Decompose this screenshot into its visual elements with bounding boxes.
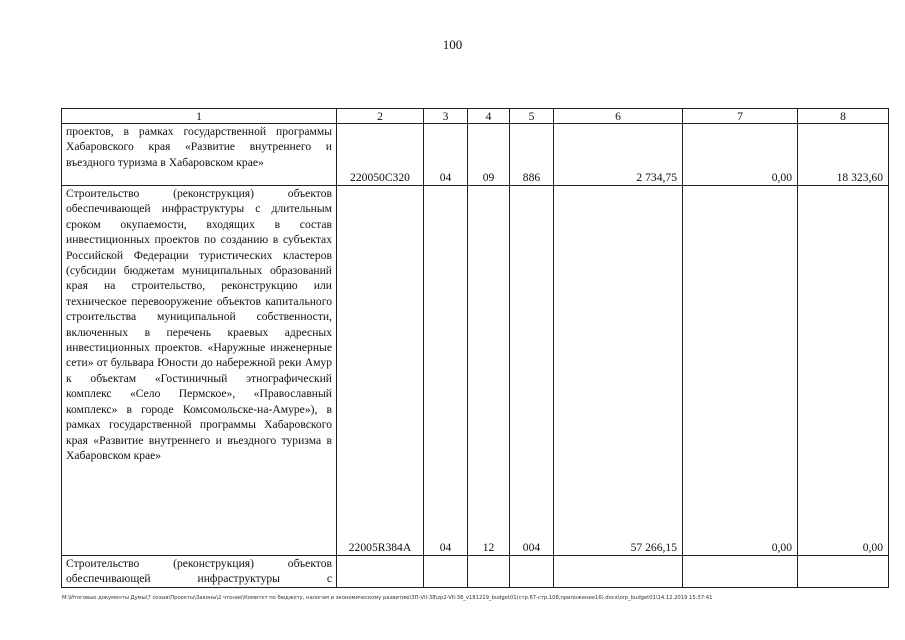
row-col4: 12	[468, 186, 510, 556]
row-col5	[510, 556, 554, 588]
row-col7: 0,00	[683, 124, 798, 186]
budget-table	[61, 108, 889, 588]
row-code: 22005R384A	[337, 186, 424, 556]
row-col7	[683, 556, 798, 588]
table-row	[62, 124, 889, 186]
column-header: 7	[683, 109, 798, 124]
row-description: Строительство (реконструкция) объектов обеспечивающей инфраструктуры с	[62, 556, 337, 588]
row-col3	[424, 556, 468, 588]
row-description: проектов, в рамках государственной программы Хабаровского края «Развитие внутреннего и въездного туризма в Хабаровском крае»	[62, 124, 337, 186]
row-col6	[554, 556, 683, 588]
row-col8	[798, 556, 889, 588]
column-header: 8	[798, 109, 889, 124]
column-header: 5	[510, 109, 554, 124]
page-number: 100	[442, 37, 463, 52]
row-col8: 18 323,60	[798, 124, 889, 186]
column-header: 1	[62, 109, 337, 124]
footer-file-path: M:\Итоговые документы Думы\7 созыв\Проекты\Законы\2 чтение\Комитет по бюджету, налогам и экономическому развитию\ЗП-VII-38\zp2-VII-38_v181219_budget01(стр.67-стр.108,приложение16).docx\orp_budget01\14.12.2019 15:37:41	[62, 595, 713, 601]
table-header-row	[62, 109, 889, 124]
row-code: 220050С320	[337, 124, 424, 186]
row-col4: 09	[468, 124, 510, 186]
row-description: Строительство (реконструкция) объектов обеспечивающей инфраструктуры с длительным сроком окупаемости, входящих в состав инвестиционных проектов по созданию в субъектах Российской Федерации туристических кластеров (субсидии бюджетам муниципальных образований края на строительство, реконструкцию или техническое перевооружение объектов капитального строительства муниципальной собственности, включенных в перечень краевых адресных инвестиционных проектов. «Наружные инженерные сети» от бульвара Юности до набережной реки Амур к объектам «Гостиничный этнографический комплекс «Село Пермское», «Православный комплекс» в городе Комсомольске-на-Амуре»), в рамках государственной программы Хабаровского края «Развитие внутреннего и въездного туризма в Хабаровском крае»	[62, 186, 337, 556]
row-col6: 2 734,75	[554, 124, 683, 186]
table-row	[62, 556, 889, 588]
row-col8: 0,00	[798, 186, 889, 556]
column-header: 4	[468, 109, 510, 124]
column-header: 2	[337, 109, 424, 124]
row-col7: 0,00	[683, 186, 798, 556]
row-col5: 004	[510, 186, 554, 556]
row-code	[337, 556, 424, 588]
table-row	[62, 186, 889, 556]
row-col4	[468, 556, 510, 588]
row-col5: 886	[510, 124, 554, 186]
column-header: 3	[424, 109, 468, 124]
row-col3: 04	[424, 124, 468, 186]
row-col6: 57 266,15	[554, 186, 683, 556]
column-header: 6	[554, 109, 683, 124]
row-col3: 04	[424, 186, 468, 556]
